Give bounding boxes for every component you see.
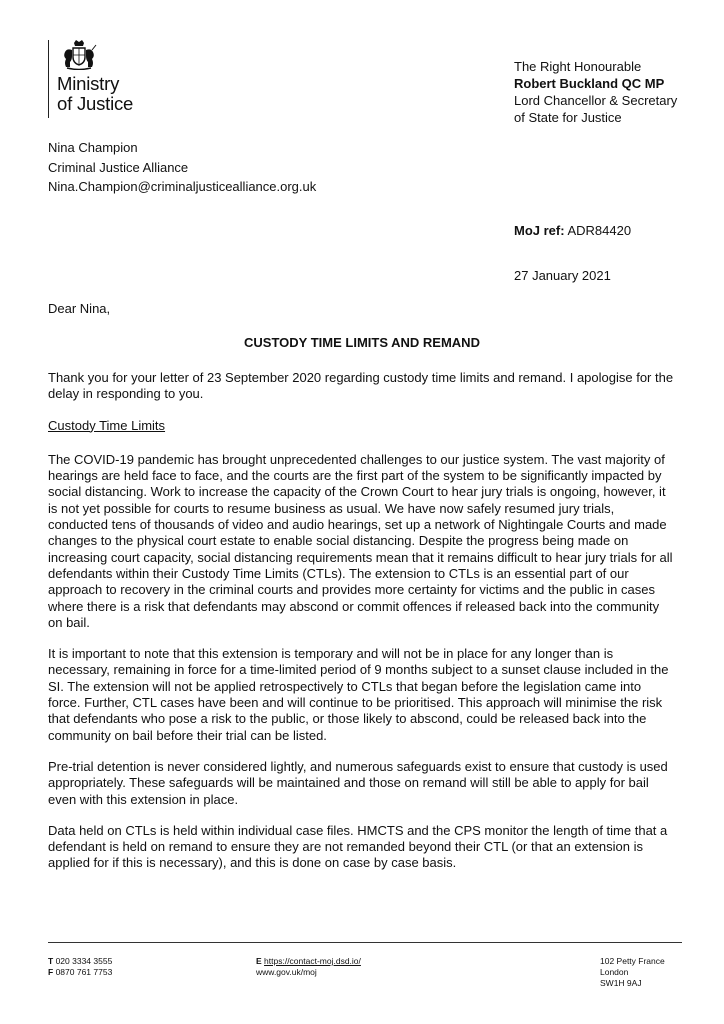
salutation: Dear Nina, [48,301,111,316]
letterhead-logo [48,40,133,118]
address-line2: London [600,967,629,977]
footer-phone [48,956,112,967]
address-line1: 102 Petty France [600,956,665,966]
contact-link[interactable]: https://contact-moj.dsd.io/ [264,956,361,966]
footer-divider [48,942,682,943]
letter-subject: CUSTODY TIME LIMITS AND REMAND [244,335,480,350]
address-postcode: SW1H 9AJ [600,978,642,988]
footer-web-block [256,956,361,978]
recipient-name: Nina Champion [48,140,138,155]
body-paragraph: It is important to note that this extension is temporary and will not be in place for any longer than is necessary, remaining in force for a time-limited period of 9 months subject to a sunset clause included in the SI. The extension will not be applied retrospectively to CTLs that began before the legislation came into force. Further, CTL cases have been and will continue to be prioritised. This approach will minimise the risk that defendants who pose a risk to the public, or those likely to abscond, could be released back into the community on bail before their trial can be listed. [48,646,669,743]
body-paragraph: Pre-trial detention is never considered lightly, and numerous safeguards exist to ensure that custody is used appropriately. These safeguards will be maintained and those on remand will still be able to apply for bail even with this extension in place. [48,758,668,807]
recipient-block [48,138,316,197]
phone-label: T [48,956,54,966]
website-link[interactable]: www.gov.uk/moj [256,967,317,977]
department-name [57,74,133,114]
section-heading: Custody Time Limits [48,417,166,433]
footer-phone-block [48,956,112,978]
sender-block [514,58,677,126]
fax-label: F [48,967,54,977]
reference-line [514,223,631,238]
email-label: E [256,956,262,966]
sender-honorific: The Right Honourable [514,59,642,74]
body-paragraph: Data held on CTLs is held within individual case files. HMCTS and the CPS monitor the length of time that a defendant is held on remand to ensure they are not remanded beyond their CTL (or that an extension is applied for if this is necessary), and this is done on case by case basis. [48,822,668,871]
royal-coat-of-arms-icon [61,40,97,70]
letter-body [48,370,676,887]
footer-address-block [600,956,665,989]
sender-name: Robert Buckland QC MP [514,76,665,91]
reference-label: MoJ ref: [514,223,565,238]
intro-paragraph: Thank you for your letter of 23 September 2020 regarding custody time limits and remand. I apologise for the delay in responding to you. [48,370,674,402]
footer-contact [256,956,361,967]
body-paragraph: The COVID-19 pandemic has brought unprecedented challenges to our justice system. The vast majority of hearings are held face to face, and the courts are the first part of the system to be significantly impacted by social distancing. Work to increase the capacity of the Crown Court to hear jury trials is ongoing, however, it is not yet possible for courts to resume business as usual. We have now safely resumed jury trials, conducted tens of thousands of video and audio hearings, set up a network of Nightingale Courts and made changes to the physical court estate to enable social distancing. Despite the progress being made on increasing court capacity, social distancing requirements mean that it remains difficult to hear jury trials for all defendants within their Custody Time Limits (CTLs). The extension to CTLs is an essential part of our approach to recovery in the criminal courts and provides more certainty for victims and the public in cases where there is a risk that defendants may abscond or commit offences if released back into the community on bail. [48,451,673,630]
recipient-organisation: Criminal Justice Alliance [48,159,189,175]
sender-title-line1: Lord Chancellor & Secretary [514,93,678,108]
department-name-line1: Ministry [57,73,120,94]
letter-date: 27 January 2021 [514,268,611,283]
reference-value: ADR84420 [567,223,632,238]
footer-fax [48,967,112,978]
fax-number: 0870 761 7753 [55,967,113,977]
department-name-line2: of Justice [57,93,134,114]
recipient-email[interactable]: Nina.Champion@criminaljusticealliance.org.uk [48,179,317,194]
sender-title-line2: of State for Justice [514,110,622,125]
phone-number: 020 3334 3555 [55,956,113,966]
